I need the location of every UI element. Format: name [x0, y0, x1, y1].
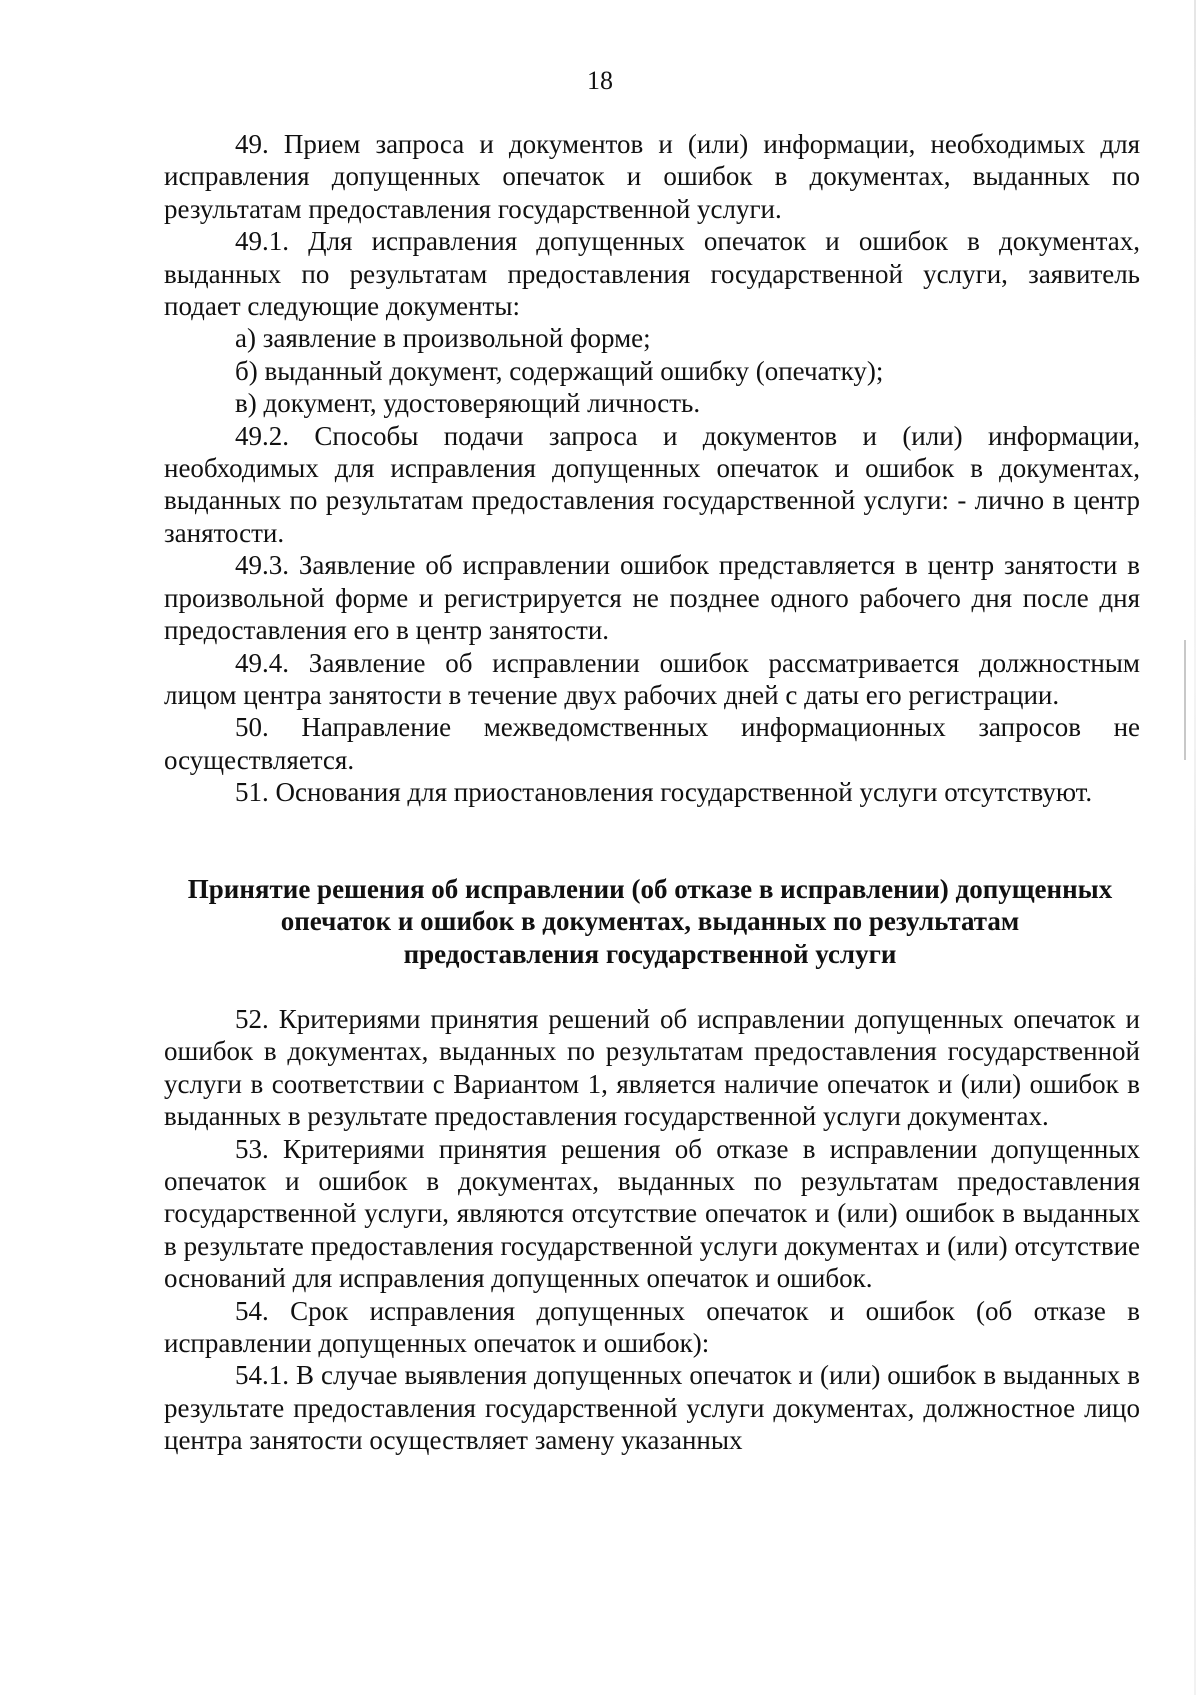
- paragraph-49: 49. Прием запроса и документов и (или) информации, необходимых для исправления допущенных опечаток и ошибок в документах, выданных по результатам предоставления государственной услуги.: [164, 129, 1140, 224]
- paragraph-50: 50. Направление межведомственных информационных запросов не осуществляется.: [164, 712, 1140, 775]
- paragraph-52: 52. Критериями принятия решений об исправлении допущенных опечаток и ошибок в документах, выданных по результатам предоставления государственной услуги в соответствии с Вариантом 1, является наличие опечаток и (или) ошибок в выданных в результате предоставления государственной услуги документах.: [164, 1004, 1140, 1132]
- list-item-b: б) выданный документ, содержащий ошибку (опечатку);: [235, 355, 884, 386]
- paragraph-54-1: 54.1. В случае выявления допущенных опечаток и (или) ошибок в выданных в результате предоставления государственной услуги документах, должностное лицо центра занятости осуществляет замену указанных: [164, 1360, 1140, 1456]
- paragraph-49-3: 49.3. Заявление об исправлении ошибок представляется в центр занятости в произвольной форме и регистрируется не позднее одного рабочего дня после дня предоставления его в центр занятости.: [164, 550, 1140, 646]
- section-decision-52-54: [164, 1003, 1140, 1457]
- scan-edge-shadow: [1194, 0, 1196, 1695]
- page-number: 18: [587, 66, 613, 95]
- section-heading-line-2: опечаток и ошибок в документах, выданных по результатам: [280, 906, 1020, 937]
- section-procedure-49-51: [164, 128, 1140, 809]
- list-item-a: а) заявление в произвольной форме;: [235, 323, 651, 354]
- paragraph-51: 51. Основания для приостановления государственной услуги отсутствуют.: [235, 777, 1093, 808]
- section-heading-line-3: предоставления государственной услуги: [403, 938, 897, 969]
- paragraph-54: 54. Срок исправления допущенных опечаток и ошибок (об отказе в исправлении допущенных опечаток и ошибок):: [164, 1295, 1140, 1359]
- paragraph-49-2: 49.2. Способы подачи запроса и документов и (или) информации, необходимых для исправления допущенных опечаток и ошибок в документах, выданных по результатам предоставления государственной услуги: - лично в центр занятости.: [164, 420, 1140, 548]
- scan-edge-mark: [1184, 640, 1186, 760]
- paragraph-49-4: 49.4. Заявление об исправлении ошибок рассматривается должностным лицом центра занятости в течение двух рабочих дней с даты его регистрации.: [164, 647, 1140, 710]
- section-heading-line-1: Принятие решения об исправлении (об отказе в исправлении) допущенных: [187, 874, 1113, 904]
- section-heading: [150, 873, 1150, 970]
- list-item-v: в) документ, удостоверяющий личность.: [235, 388, 701, 419]
- paragraph-49-1: 49.1. Для исправления допущенных опечаток и ошибок в документах, выданных по результатам предоставления государственной услуги, заявитель подает следующие документы:: [164, 226, 1140, 322]
- paragraph-53: 53. Критериями принятия решения об отказе в исправлении допущенных опечаток и ошибок в документах, выданных по результатам предоставления государственной услуги, являются отсутствие опечаток и (или) ошибок в выданных в результате предоставления государственной услуги документах и (или) отсутствие оснований для исправления допущенных опечаток и ошибок.: [164, 1133, 1140, 1294]
